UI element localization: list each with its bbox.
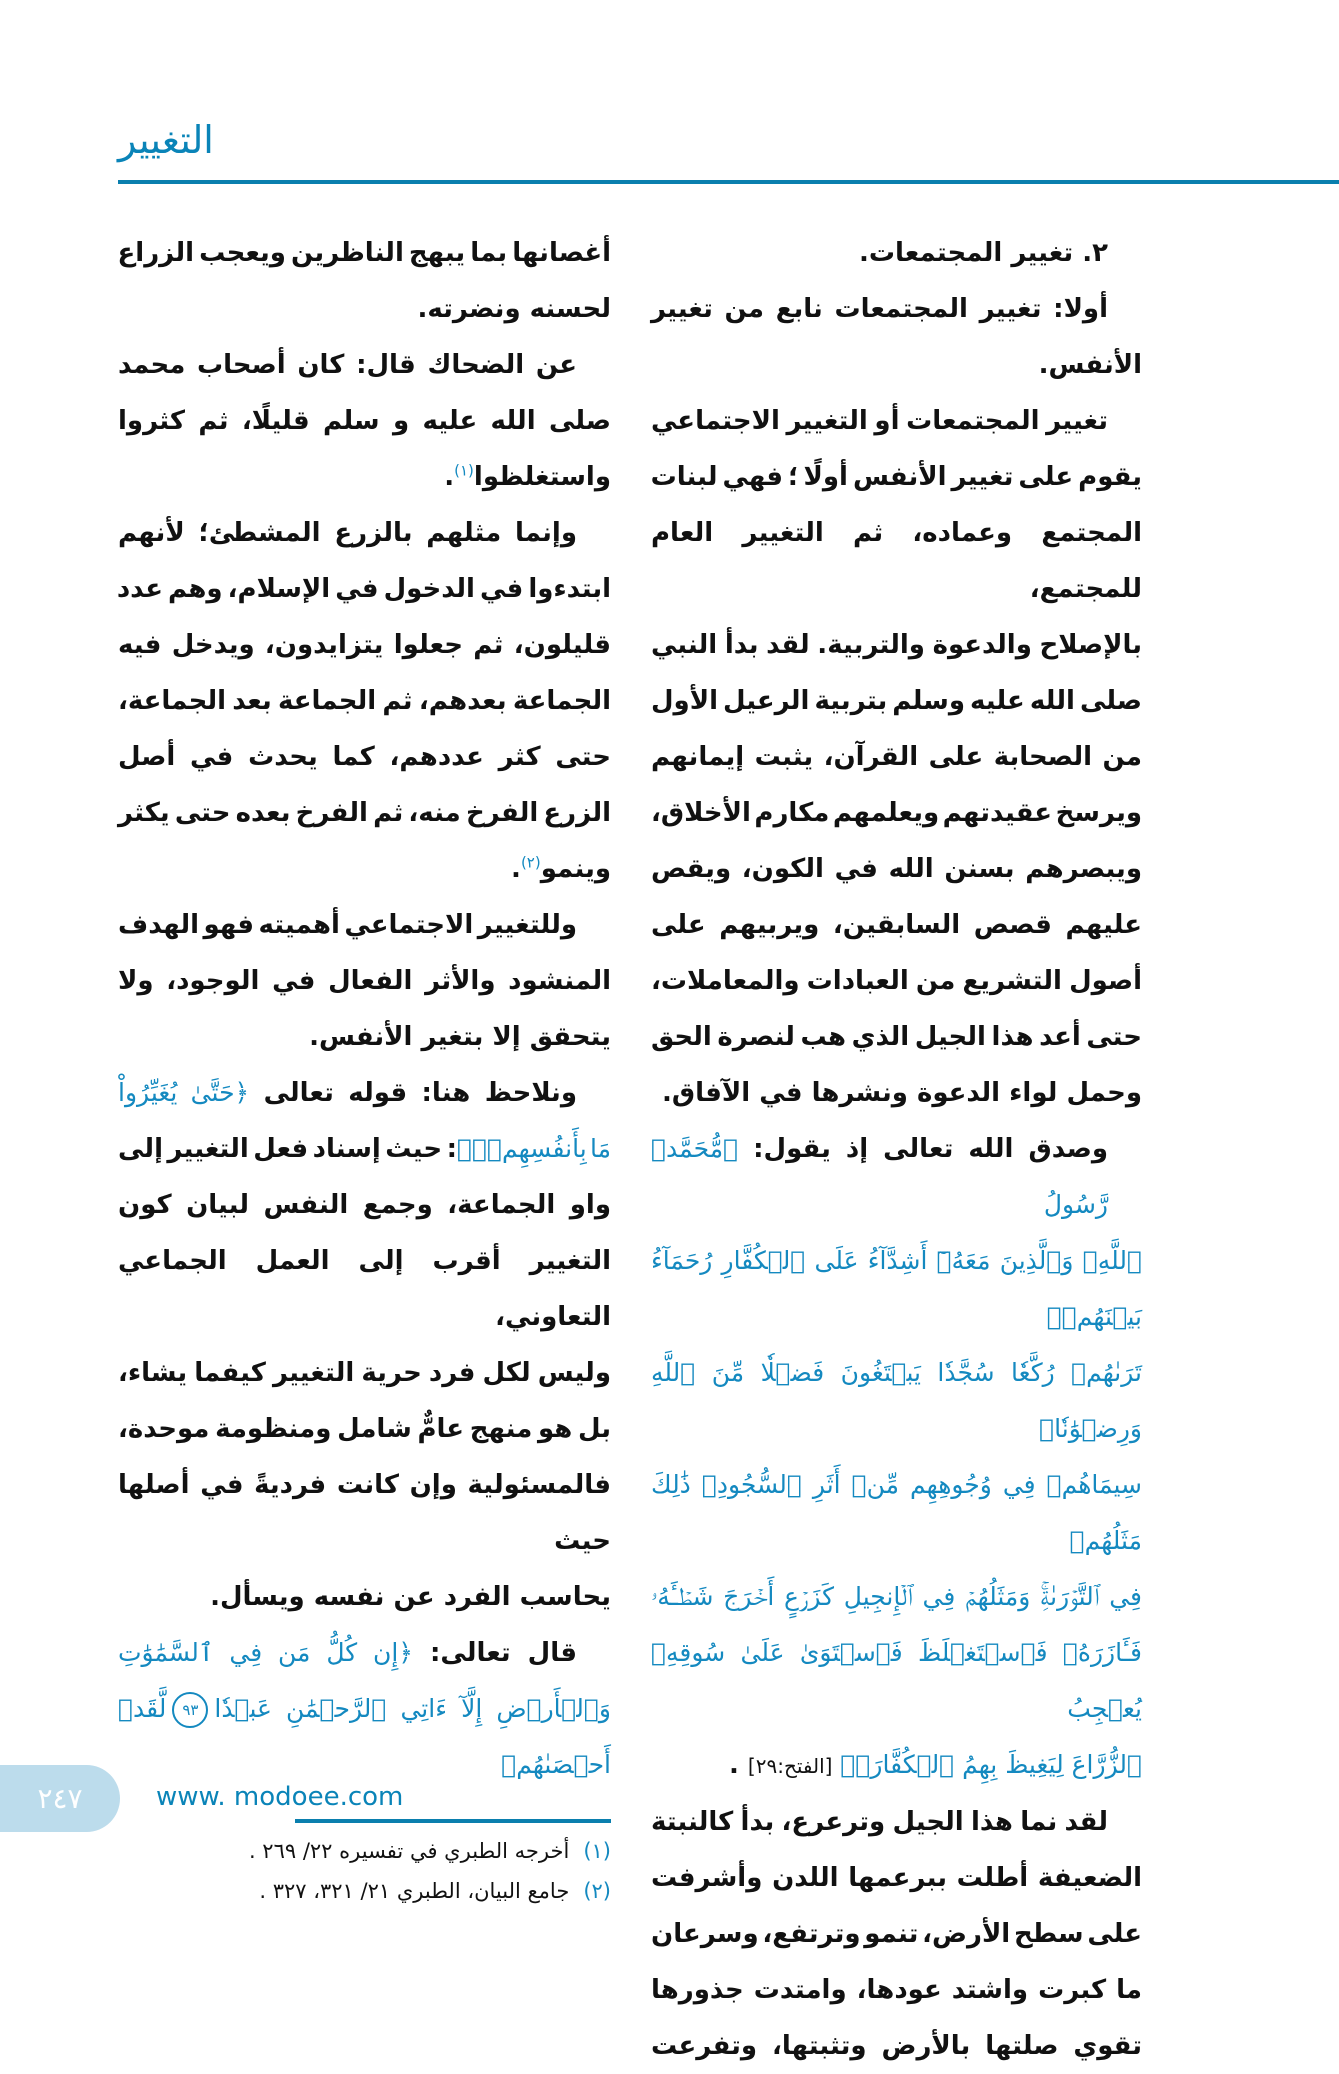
website-link[interactable]: www. modoee.com (156, 1782, 404, 1812)
footnote-text: جامع البيان، الطبري ٢١/ ٣٢١، ٣٢٧ . (259, 1879, 570, 1903)
text-segment: لحسنه ونضرته. (417, 294, 611, 324)
text-segment: الزرع الفرخ منه، ثم الفرخ بعده حتى يكثر (118, 798, 611, 828)
text-line (118, 225, 611, 281)
text-line (118, 449, 611, 505)
footnotes (118, 1831, 611, 1911)
text-segment: يقوم على تغيير الأنفس أولًا ؛ فهي لبنات (650, 462, 1142, 492)
quran-verse: فَـَٔازَرَهُۥ فَٱسۡتَغۡلَظَ فَٱسۡتَوَىٰ عَلَىٰ سُوقِهِۦ يُعۡجِبُ (651, 1638, 1142, 1723)
text-line (651, 2018, 1142, 2074)
quran-verse: ﴿حَتَّىٰ يُغَيِّرُواْ (118, 1078, 250, 1107)
text-line (118, 1401, 611, 1457)
text-segment: صلى الله عليه و سلم قليلًا، ثم كثروا (118, 406, 611, 436)
right-column-lines (651, 225, 1142, 2074)
text-line (651, 1121, 1142, 1233)
verse-reference: [الفتح:٢٩] (747, 1754, 833, 1778)
text-segment: عن الضحاك قال: كان أصحاب محمد (118, 350, 577, 380)
text-line (118, 1625, 611, 1681)
text-line (651, 1569, 1142, 1625)
text-segment: قال تعالى: (413, 1638, 577, 1668)
text-segment: لقد نما هذا الجيل وترعرع، بدأ كالنبتة (651, 1807, 1108, 1837)
text-segment: ابتدءوا في الدخول في الإسلام، وهم عدد (116, 574, 611, 604)
text-line (118, 505, 611, 561)
text-line (651, 449, 1142, 505)
quran-verse: مَا بِأَنفُسِهِمۡۗ﴾ (457, 1134, 612, 1163)
text-line (651, 1233, 1142, 1345)
text-segment: واستغلظوا (473, 462, 611, 492)
text-line (651, 337, 1142, 393)
text-line (651, 1065, 1142, 1121)
text-segment: أولا: تغيير المجتمعات نابع من تغيير (651, 294, 1108, 324)
right-column (651, 225, 1142, 2074)
text-segment: بل هو منهج عامٌّ شامل ومنظومة موحدة، (118, 1414, 611, 1444)
text-segment: المنشود والأثر الفعال في الوجود، ولا (118, 966, 611, 996)
text-line (118, 1065, 611, 1121)
text-line (118, 1121, 611, 1177)
text-line (651, 841, 1142, 897)
text-line (651, 1737, 1142, 1794)
footnote-number: (٢) (583, 1879, 611, 1903)
header-divider (118, 180, 1339, 184)
text-segment: عليهم قصص السابقين، ويربيهم على (651, 910, 1142, 940)
text-segment: وليس لكل فرد حرية التغيير كيفما يشاء، (118, 1358, 611, 1388)
text-line (118, 1009, 611, 1065)
text-line (651, 225, 1142, 281)
quran-verse: تَرَىٰهُمۡ رُكَّعٗا سُجَّدٗا يَبۡتَغُونَ فَضۡلٗا مِّنَ ٱللَّهِ وَرِضۡوَٰنٗاۖ (651, 1358, 1142, 1443)
text-line (651, 505, 1142, 617)
text-segment: واو الجماعة، وجمع النفس لبيان كون (118, 1190, 611, 1220)
text-segment: وحمل لواء الدعوة ونشرها في الآفاق. (661, 1078, 1142, 1108)
text-line (651, 673, 1142, 729)
text-line (651, 953, 1142, 1009)
text-line (118, 673, 611, 729)
text-segment: حتى أعد هذا الجيل الذي هب لنصرة الحق (651, 1022, 1142, 1052)
footnote-text: أخرجه الطبري في تفسيره ٢٢/ ٢٦٩ . (248, 1839, 570, 1863)
text-line (118, 617, 611, 673)
text-segment: يحاسب الفرد عن نفسه ويسأل. (210, 1582, 611, 1612)
text-segment: تقوي صلتها بالأرض وتثبتها، وتفرعت (651, 2031, 1142, 2061)
text-segment: تغيير المجتمعات أو التغيير الاجتماعي (651, 406, 1108, 436)
text-line (118, 785, 611, 841)
text-segment: التغيير أقرب إلى العمل الجماعي التعاوني، (118, 1246, 611, 1332)
text-line (118, 897, 611, 953)
text-line (651, 281, 1142, 337)
text-segment: وينمو (540, 854, 611, 884)
ayah-number-marker: ٩٣ (172, 1692, 208, 1728)
text-segment: وصدق الله تعالى إذ يقول: (738, 1134, 1108, 1164)
text-segment: ٢. تغيير المجتمعات. (858, 238, 1108, 268)
text-segment: يتحقق إلا بتغير الأنفس. (309, 1022, 611, 1052)
text-segment: ما كبرت واشتد عودها، وامتدت جذورها (651, 1975, 1142, 2005)
footnote-area (118, 1819, 611, 1911)
left-column (118, 225, 611, 1911)
quran-verse: ٱللَّهِۚ وَٱلَّذِينَ مَعَهُۥٓ أَشِدَّآءُ عَلَى ٱلۡكُفَّارِ رُحَمَآءُ بَيۡنَهُمۡۖ (651, 1246, 1142, 1331)
text-line (651, 1457, 1142, 1569)
text-segment: بالإصلاح والدعوة والتربية. لقد بدأ النبي (651, 630, 1142, 660)
text-line (118, 281, 611, 337)
text-line (651, 1794, 1142, 1850)
quran-verse: ﴿إِن كُلُّ مَن فِي ٱلسَّمَٰوَٰتِ (118, 1638, 413, 1667)
text-line (118, 337, 611, 393)
text-line (651, 785, 1142, 841)
text-segment: وللتغيير الاجتماعي أهميته فهو الهدف (118, 910, 577, 940)
text-line (118, 1681, 611, 1793)
text-line (118, 1233, 611, 1345)
left-column-lines (118, 225, 611, 1793)
text-segment: . (444, 462, 455, 492)
text-line (118, 1177, 611, 1233)
page-number: ٢٤٧ (0, 1765, 120, 1832)
text-line (118, 1569, 611, 1625)
quran-verse: سِيمَاهُمۡ فِي وُجُوهِهِم مِّنۡ أَثَرِ ٱلسُّجُودِۚ ذَٰلِكَ مَثَلُهُمۡ (651, 1470, 1142, 1555)
text-line (118, 953, 611, 1009)
text-line (118, 393, 611, 449)
text-line (651, 1345, 1142, 1457)
footnote-marker[interactable]: (٢) (520, 853, 541, 872)
text-segment: الضعيفة أطلت ببرعمها اللدن وأشرفت (651, 1863, 1142, 1893)
text-line (651, 1009, 1142, 1065)
text-line (651, 1625, 1142, 1737)
footnote-number: (١) (583, 1839, 611, 1863)
text-line (118, 561, 611, 617)
text-segment: . (728, 1750, 748, 1780)
text-segment: وإنما مثلهم بالزرع المشطئ؛ لأنهم (118, 518, 577, 548)
text-line (651, 1850, 1142, 1906)
text-segment: أصول التشريع من العبادات والمعاملات، (651, 966, 1142, 996)
quran-verse: ٱلزُّرَّاعَ لِيَغِيظَ بِهِمُ ٱلۡكُفَّارَۗ﴾ (832, 1750, 1142, 1779)
text-segment: على سطح الأرض، تنمو وترتفع، وسرعان (651, 1919, 1142, 1949)
quran-verse: ﴿مُّحَمَّدٞ رَّسُولُ (651, 1134, 1108, 1219)
text-line (118, 1457, 611, 1569)
text-segment: الجماعة بعدهم، ثم الجماعة بعد الجماعة، (118, 686, 611, 716)
text-line (651, 1906, 1142, 1962)
footnote (118, 1831, 611, 1871)
text-segment: ويرسخ عقيدتهم ويعلمهم مكارم الأخلاق، (651, 798, 1142, 828)
text-line (118, 841, 611, 897)
text-segment: قليلون، ثم جعلوا يتزايدون، ويدخل فيه (118, 630, 611, 660)
text-segment: الأنفس. (1038, 350, 1142, 380)
quran-verse: فِي ٱلتَّوۡرَىٰةِۚ وَمَثَلُهُمۡ فِي ٱلۡإِنجِيلِ كَزَرۡعٍ أَخۡرَجَ شَطۡـَٔهُۥ (651, 1582, 1142, 1611)
text-line (651, 729, 1142, 785)
text-line (651, 393, 1142, 449)
text-segment: . (511, 854, 521, 884)
text-segment: فالمسئولية وإن كانت فرديةً في أصلها حيث (118, 1470, 611, 1556)
text-segment: حتى كثر عددهم، كما يحدث في أصل (118, 742, 611, 772)
footnote-divider (295, 1819, 611, 1823)
text-segment: : حيث إسناد فعل التغيير إلى (118, 1134, 457, 1164)
text-line (651, 897, 1142, 953)
text-segment: المجتمع وعماده، ثم التغيير العام للمجتمع، (651, 518, 1142, 604)
text-line (651, 617, 1142, 673)
text-segment: ونلاحظ هنا: قوله تعالى (249, 1078, 577, 1108)
text-segment: أغصانها بما يبهج الناظرين ويعجب الزراع (117, 238, 611, 268)
text-segment: ويبصرهم بسنن الله في الكون، ويقص (651, 854, 1142, 884)
text-segment: صلى الله عليه وسلم بتربية الرعيل الأول (650, 686, 1142, 716)
text-line (118, 729, 611, 785)
footnote (118, 1871, 611, 1911)
chapter-title: التغيير (118, 118, 214, 162)
footnote-marker[interactable]: (١) (454, 461, 474, 480)
text-line (118, 1345, 611, 1401)
text-segment: من الصحابة على القرآن، يثبت إيمانهم (651, 742, 1142, 772)
quran-verse: وَٱلۡأَرۡضِ إِلَّآ ءَاتِي ٱلرَّحۡمَٰنِ عَبۡدٗا (214, 1694, 611, 1723)
text-line (651, 1962, 1142, 2018)
quran-verse: لَّقَدۡ أَحۡصَىٰهُمۡ (118, 1694, 611, 1779)
